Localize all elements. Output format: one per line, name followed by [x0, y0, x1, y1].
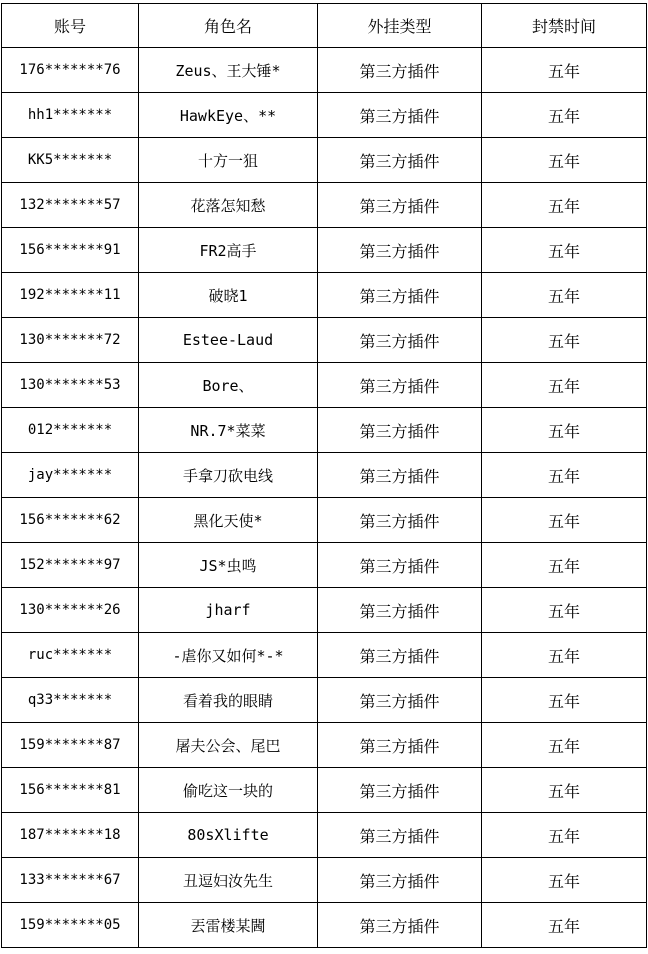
cell-account: hh1******* — [2, 93, 139, 138]
table-row — [2, 453, 647, 498]
table-row — [2, 678, 647, 723]
cell-ban-time: 五年 — [482, 723, 647, 768]
cell-cheat-type: 第三方插件 — [318, 453, 482, 498]
cell-account: 132*******57 — [2, 183, 139, 228]
table-row — [2, 228, 647, 273]
cell-role-name: 十方一狙 — [139, 138, 318, 183]
cell-ban-time: 五年 — [482, 183, 647, 228]
cell-ban-time: 五年 — [482, 318, 647, 363]
cell-cheat-type: 第三方插件 — [318, 228, 482, 273]
cell-cheat-type: 第三方插件 — [318, 318, 482, 363]
cell-role-name: NR.7*菜菜 — [139, 408, 318, 453]
table-row — [2, 498, 647, 543]
cell-cheat-type: 第三方插件 — [318, 363, 482, 408]
cell-role-name: 看着我的眼睛 — [139, 678, 318, 723]
cell-role-name: 黑化天使* — [139, 498, 318, 543]
cell-account: 012******* — [2, 408, 139, 453]
cell-role-name: FR2高手 — [139, 228, 318, 273]
cell-cheat-type: 第三方插件 — [318, 543, 482, 588]
cell-ban-time: 五年 — [482, 858, 647, 903]
cell-ban-time: 五年 — [482, 633, 647, 678]
cell-role-name: jharf — [139, 588, 318, 633]
cell-ban-time: 五年 — [482, 138, 647, 183]
cell-account: jay******* — [2, 453, 139, 498]
cell-account: 192*******11 — [2, 273, 139, 318]
cell-account: q33******* — [2, 678, 139, 723]
table-row — [2, 408, 647, 453]
cell-account: 130*******72 — [2, 318, 139, 363]
cell-cheat-type: 第三方插件 — [318, 48, 482, 93]
cell-ban-time: 五年 — [482, 768, 647, 813]
ban-list-table — [1, 3, 647, 948]
cell-account: 176*******76 — [2, 48, 139, 93]
cell-cheat-type: 第三方插件 — [318, 138, 482, 183]
cell-account: 187*******18 — [2, 813, 139, 858]
cell-ban-time: 五年 — [482, 498, 647, 543]
cell-ban-time: 五年 — [482, 543, 647, 588]
cell-role-name: Zeus、王大锤* — [139, 48, 318, 93]
cell-cheat-type: 第三方插件 — [318, 273, 482, 318]
cell-role-name: 偷吃这一块的 — [139, 768, 318, 813]
cell-role-name: Estee-Laud — [139, 318, 318, 363]
cell-cheat-type: 第三方插件 — [318, 768, 482, 813]
header-role-name: 角色名 — [139, 4, 318, 48]
cell-cheat-type: 第三方插件 — [318, 858, 482, 903]
table-row — [2, 588, 647, 633]
table-row — [2, 273, 647, 318]
table-row — [2, 48, 647, 93]
cell-ban-time: 五年 — [482, 678, 647, 723]
cell-cheat-type: 第三方插件 — [318, 408, 482, 453]
table-row — [2, 183, 647, 228]
cell-cheat-type: 第三方插件 — [318, 588, 482, 633]
cell-role-name: JS*虫鸣 — [139, 543, 318, 588]
table-row — [2, 363, 647, 408]
cell-role-name: 80sXlifte — [139, 813, 318, 858]
cell-account: ruc******* — [2, 633, 139, 678]
cell-account: 133*******67 — [2, 858, 139, 903]
cell-cheat-type: 第三方插件 — [318, 633, 482, 678]
cell-ban-time: 五年 — [482, 228, 647, 273]
cell-ban-time: 五年 — [482, 903, 647, 948]
header-cheat-type: 外挂类型 — [318, 4, 482, 48]
cell-role-name: 丑逗妇汝先生 — [139, 858, 318, 903]
table-row — [2, 768, 647, 813]
cell-account: KK5******* — [2, 138, 139, 183]
cell-ban-time: 五年 — [482, 588, 647, 633]
cell-role-name: 丟雷楼某閪 — [139, 903, 318, 948]
cell-cheat-type: 第三方插件 — [318, 723, 482, 768]
cell-role-name: 手拿刀砍电线 — [139, 453, 318, 498]
cell-role-name: 破晓1 — [139, 273, 318, 318]
cell-account: 159*******05 — [2, 903, 139, 948]
cell-cheat-type: 第三方插件 — [318, 903, 482, 948]
cell-role-name: 屠夫公会、尾巴 — [139, 723, 318, 768]
cell-cheat-type: 第三方插件 — [318, 498, 482, 543]
cell-ban-time: 五年 — [482, 813, 647, 858]
cell-role-name: Bore、 — [139, 363, 318, 408]
table-header-row — [2, 4, 647, 48]
table-row — [2, 813, 647, 858]
table-row — [2, 633, 647, 678]
cell-role-name: -虐你又如何*-* — [139, 633, 318, 678]
table-row — [2, 903, 647, 948]
cell-role-name: 花落怎知愁 — [139, 183, 318, 228]
cell-cheat-type: 第三方插件 — [318, 678, 482, 723]
cell-cheat-type: 第三方插件 — [318, 813, 482, 858]
cell-account: 130*******26 — [2, 588, 139, 633]
cell-ban-time: 五年 — [482, 273, 647, 318]
cell-account: 156*******91 — [2, 228, 139, 273]
table-body — [2, 48, 647, 948]
cell-account: 130*******53 — [2, 363, 139, 408]
cell-ban-time: 五年 — [482, 408, 647, 453]
cell-account: 156*******81 — [2, 768, 139, 813]
cell-ban-time: 五年 — [482, 93, 647, 138]
header-ban-time: 封禁时间 — [482, 4, 647, 48]
cell-ban-time: 五年 — [482, 363, 647, 408]
cell-ban-time: 五年 — [482, 48, 647, 93]
table-row — [2, 858, 647, 903]
table-row — [2, 93, 647, 138]
cell-account: 159*******87 — [2, 723, 139, 768]
table-row — [2, 318, 647, 363]
header-account: 账号 — [2, 4, 139, 48]
cell-account: 152*******97 — [2, 543, 139, 588]
table-row — [2, 543, 647, 588]
table-row — [2, 138, 647, 183]
table-row — [2, 723, 647, 768]
cell-ban-time: 五年 — [482, 453, 647, 498]
cell-cheat-type: 第三方插件 — [318, 93, 482, 138]
cell-cheat-type: 第三方插件 — [318, 183, 482, 228]
cell-role-name: HawkEye、** — [139, 93, 318, 138]
cell-account: 156*******62 — [2, 498, 139, 543]
